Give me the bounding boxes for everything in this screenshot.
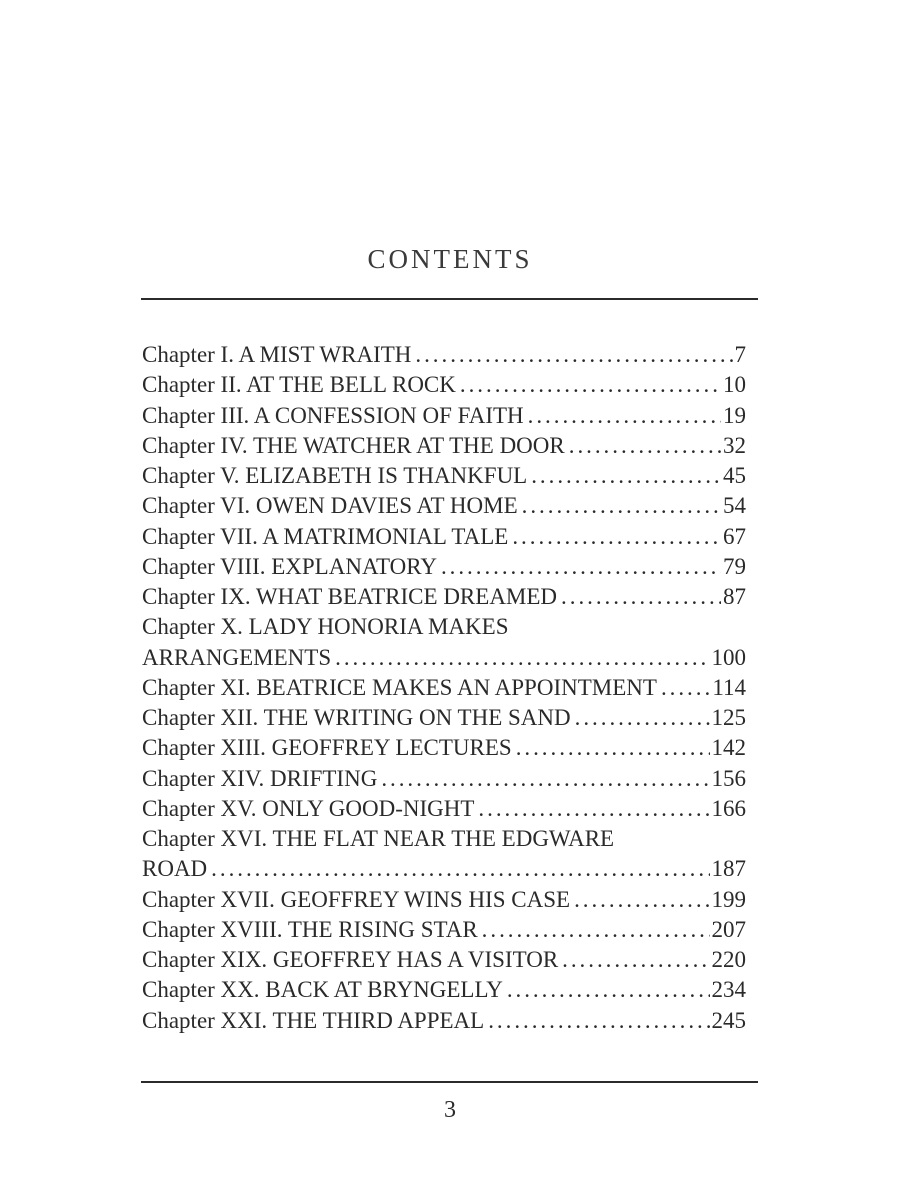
toc-entry bbox=[142, 885, 746, 915]
dot-leader bbox=[211, 854, 709, 884]
dot-leader bbox=[569, 431, 721, 461]
page-number: 3 bbox=[444, 1097, 456, 1123]
toc-entry-title: Chapter I. A MIST WRAITH bbox=[142, 342, 412, 367]
toc-entry-page: 32 bbox=[723, 432, 746, 458]
toc-entry-title: Chapter XVI. THE FLAT NEAR THE EDGWARE bbox=[142, 826, 615, 851]
toc-entry-page: 100 bbox=[711, 644, 746, 670]
dot-leader bbox=[482, 915, 710, 945]
toc-entry bbox=[142, 612, 746, 642]
toc-entry-title: Chapter IV. THE WATCHER AT THE DOOR bbox=[142, 432, 565, 458]
toc-entry-title-continuation: ARRANGEMENTS bbox=[142, 644, 332, 670]
dot-leader bbox=[488, 1006, 709, 1036]
toc-entry-page: 187 bbox=[711, 856, 746, 882]
toc-entry bbox=[142, 552, 746, 582]
dot-leader bbox=[661, 673, 710, 703]
toc-entry-title: Chapter XIV. DRIFTING bbox=[142, 765, 378, 791]
dot-leader bbox=[415, 340, 732, 370]
toc-entry-page: 19 bbox=[723, 402, 746, 428]
toc-entry-page: 125 bbox=[711, 705, 746, 730]
toc-entry-title: Chapter XX. BACK AT BRYNGELLY bbox=[142, 977, 503, 1003]
toc-entry bbox=[142, 1006, 746, 1036]
dot-leader bbox=[522, 491, 721, 521]
toc-entry-title: Chapter XVII. GEOFFREY WINS HIS CASE bbox=[142, 886, 571, 912]
dot-leader bbox=[561, 582, 721, 612]
toc-entry bbox=[142, 340, 746, 370]
dot-leader bbox=[516, 733, 710, 763]
table-of-contents bbox=[142, 340, 746, 1036]
toc-entry-title: Chapter IX. WHAT BEATRICE DREAMED bbox=[142, 584, 558, 609]
toc-entry-page: 199 bbox=[711, 886, 746, 912]
dot-leader bbox=[335, 643, 709, 673]
toc-entry bbox=[142, 794, 746, 824]
toc-entry bbox=[142, 461, 746, 491]
toc-entry-continuation bbox=[142, 854, 746, 884]
toc-entry-title-continuation: ROAD bbox=[142, 856, 208, 882]
toc-entry bbox=[142, 703, 746, 733]
toc-entry-page: 234 bbox=[711, 977, 746, 1003]
toc-entry-title: Chapter XIII. GEOFFREY LECTURES bbox=[142, 735, 512, 761]
toc-entry-title: Chapter III. A CONFESSION OF FAITH bbox=[142, 402, 524, 428]
toc-entry-title: Chapter X. LADY HONORIA MAKES bbox=[142, 614, 509, 640]
toc-entry-title: Chapter XI. BEATRICE MAKES AN APPOINTMENT bbox=[142, 674, 657, 700]
dot-leader bbox=[531, 461, 721, 491]
page-title: CONTENTS bbox=[367, 244, 533, 274]
toc-entry-page: 114 bbox=[712, 674, 746, 700]
toc-entry-page: 7 bbox=[734, 342, 746, 367]
toc-entry-title: Chapter VIII. EXPLANATORY bbox=[142, 553, 437, 579]
dot-leader bbox=[528, 401, 721, 431]
toc-entry bbox=[142, 582, 746, 612]
toc-entry bbox=[142, 673, 746, 703]
dot-leader bbox=[562, 945, 709, 975]
toc-entry-title: Chapter VII. A MATRIMONIAL TALE bbox=[142, 523, 509, 549]
toc-entry-page: 79 bbox=[723, 553, 746, 579]
toc-entry-page: 207 bbox=[711, 916, 746, 942]
toc-entry bbox=[142, 945, 746, 975]
toc-entry-page: 245 bbox=[711, 1007, 746, 1033]
dot-leader bbox=[575, 703, 710, 733]
toc-entry-continuation bbox=[142, 643, 746, 673]
toc-entry bbox=[142, 431, 746, 461]
toc-entry bbox=[142, 491, 746, 521]
toc-entry bbox=[142, 370, 746, 400]
bottom-divider bbox=[141, 1081, 758, 1083]
dot-leader bbox=[460, 370, 721, 400]
toc-entry bbox=[142, 824, 746, 854]
toc-entry bbox=[142, 975, 746, 1005]
dot-leader bbox=[507, 975, 710, 1005]
toc-entry-title: Chapter XVIII. THE RISING STAR bbox=[142, 916, 478, 942]
toc-entry-title: Chapter XXI. THE THIRD APPEAL bbox=[142, 1007, 485, 1033]
dot-leader bbox=[381, 764, 709, 794]
toc-entry-title: Chapter XV. ONLY GOOD-NIGHT bbox=[142, 795, 475, 821]
dot-leader bbox=[478, 794, 709, 824]
dot-leader bbox=[441, 552, 721, 582]
toc-entry-title: Chapter VI. OWEN DAVIES AT HOME bbox=[142, 493, 518, 519]
toc-entry bbox=[142, 401, 746, 431]
toc-entry-page: 156 bbox=[711, 765, 746, 791]
toc-entry-page: 54 bbox=[723, 493, 746, 519]
toc-entry-page: 67 bbox=[723, 523, 746, 549]
dot-leader bbox=[512, 522, 721, 552]
toc-entry-page: 45 bbox=[723, 463, 746, 488]
top-divider bbox=[141, 298, 758, 300]
toc-entry-page: 220 bbox=[711, 947, 746, 972]
dot-leader bbox=[574, 885, 709, 915]
toc-entry bbox=[142, 915, 746, 945]
toc-entry-title: Chapter XII. THE WRITING ON THE SAND bbox=[142, 705, 571, 730]
toc-entry-page: 166 bbox=[711, 795, 746, 821]
toc-entry bbox=[142, 733, 746, 763]
toc-entry bbox=[142, 522, 746, 552]
toc-entry-title: Chapter II. AT THE BELL ROCK bbox=[142, 372, 456, 398]
toc-entry bbox=[142, 764, 746, 794]
toc-entry-title: Chapter XIX. GEOFFREY HAS A VISITOR bbox=[142, 947, 559, 972]
toc-entry-title: Chapter V. ELIZABETH IS THANKFUL bbox=[142, 463, 528, 488]
toc-entry-page: 10 bbox=[723, 372, 746, 398]
toc-entry-page: 142 bbox=[711, 735, 746, 761]
toc-entry-page: 87 bbox=[723, 584, 746, 609]
